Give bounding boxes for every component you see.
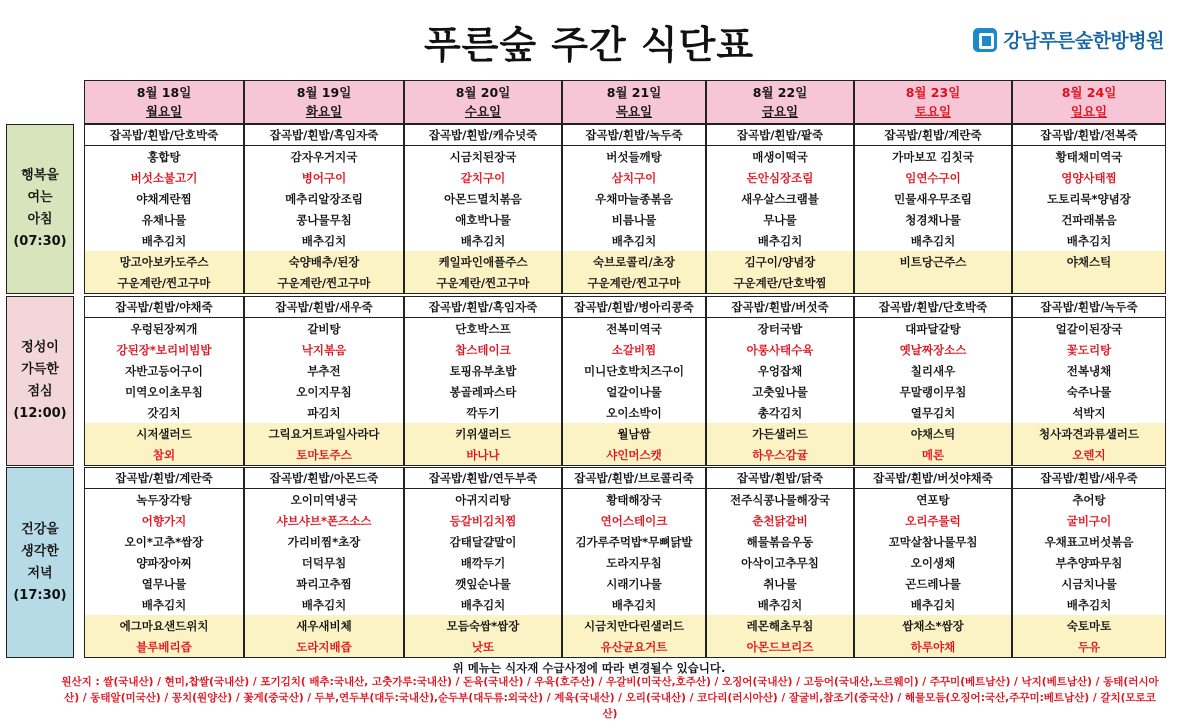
menu-item: 도토리묵*양념장: [1047, 191, 1131, 206]
snack-item: 쌈채소*쌈장: [855, 615, 1011, 636]
day-of-week: 일요일: [1070, 104, 1108, 119]
snack-item: 청사과견과류샐러드: [1013, 423, 1165, 444]
menu-item: 버섯들깨탕: [606, 149, 662, 164]
menu-item: 파김치: [307, 405, 341, 420]
meal-label-lunch: [6, 296, 74, 466]
day-header: [1012, 80, 1166, 124]
rice-porridge: 잡곡밥/흰밥/버섯죽: [707, 297, 853, 318]
snack-item: 도라지배즙: [245, 636, 403, 657]
menu-item: 더덕무침: [301, 555, 347, 570]
rice-porridge: 잡곡밥/흰밥/야채죽: [85, 297, 243, 318]
menu-item: 찹스테이크: [455, 342, 511, 357]
menu-item: 돈안심장조림: [746, 170, 814, 185]
snack-item: 가든샐러드: [707, 423, 853, 444]
day-date: 8월 21일: [606, 85, 662, 100]
rice-porridge: 잡곡밥/흰밥/병아리콩죽: [563, 297, 705, 318]
menu-item: 갓김치: [147, 405, 181, 420]
menu-item: 배추김치: [611, 233, 657, 248]
menu-item: 야채계란찜: [136, 191, 192, 206]
menu-item: 고춧잎나물: [752, 384, 808, 399]
menu-item: 대파달갈탕: [905, 321, 961, 336]
rice-porridge: 잡곡밥/흰밥/캐슈넛죽: [405, 125, 561, 146]
menu-item: 새우살스크램블: [741, 191, 819, 206]
menu-item: 깍두기: [466, 405, 500, 420]
meal-label-line: 가득한: [21, 362, 59, 377]
menu-item: 배추김치: [460, 597, 506, 612]
menu-item: 녹두장각탕: [136, 492, 192, 507]
meal-label-line: 생각한: [21, 543, 59, 559]
menu-item: 석박지: [1072, 405, 1106, 420]
day-date: 8월 23일: [905, 85, 961, 100]
day-of-week: 목요일: [615, 104, 653, 119]
snack-item: 하우스감귤: [707, 444, 853, 465]
menu-item: 꽈리고추찜: [296, 576, 352, 591]
snack-item: [855, 272, 1011, 293]
menu-item: 봉골레파스타: [449, 384, 517, 399]
menu-item: 시금치된장국: [449, 149, 517, 164]
snack-item: 구운계란/단호박찜: [707, 272, 853, 293]
menu-item: 배추김치: [141, 597, 187, 612]
menu-item: 가마보꼬 김칫국: [892, 149, 974, 164]
rice-porridge: 잡곡밥/흰밥/녹두죽: [1013, 297, 1165, 318]
menu-item: 양파장아찌: [136, 555, 192, 570]
menu-item: 아롱사태수육: [746, 342, 814, 357]
day-date: 8월 18일: [136, 85, 192, 100]
snack-item: 구운계란/찐고구마: [85, 272, 243, 293]
day-header: [562, 80, 706, 124]
day-header: [404, 80, 562, 124]
meal-label-line: (12:00): [13, 406, 67, 421]
meal-label-dinner: [6, 467, 74, 658]
snack-item: 숙양배추/된장: [245, 251, 403, 272]
snack-item: 구운계란/찐고구마: [245, 272, 403, 293]
menu-item: 꼬막살참나물무침: [888, 534, 978, 549]
snack-item: 구운계란/찐고구마: [563, 272, 705, 293]
menu-item: 배깍두기: [460, 555, 506, 570]
menu-item: 장터국밥: [757, 321, 803, 336]
menu-item: 무말랭이무침: [899, 384, 967, 399]
menu-item: 오이미역냉국: [290, 492, 358, 507]
menu-item: 숙주나물: [1066, 384, 1112, 399]
menu-item: 황태해장국: [606, 492, 662, 507]
snack-item: 야채스틱: [1013, 251, 1165, 272]
menu-item: 굴비구이: [1066, 513, 1112, 528]
menu-item: 오이생채: [910, 555, 956, 570]
menu-item: 감태달걀말이: [449, 534, 517, 549]
menu-item: 가리비찜*초장: [287, 534, 361, 549]
rice-porridge: 잡곡밥/흰밥/새우죽: [245, 297, 403, 318]
menu-item: 삼치구이: [611, 170, 657, 185]
snack-item: [1013, 272, 1165, 293]
menu-item: 춘천닭갈비: [752, 513, 808, 528]
menu-item: 깻잎순나물: [455, 576, 511, 591]
rice-porridge: 잡곡밥/흰밥/흑임자죽: [245, 125, 403, 146]
menu-item: 곤드레나물: [905, 576, 961, 591]
snack-item: 시금치만다린샐러드: [563, 615, 705, 636]
menu-item: 부추양파무침: [1055, 555, 1123, 570]
menu-item: 아삭이고추무침: [741, 555, 819, 570]
meal-label-line: (07:30): [13, 234, 67, 249]
menu-item: 우채마늘종볶음: [595, 191, 673, 206]
menu-item: 황태채미역국: [1055, 149, 1123, 164]
menu-item: 강된장*보리비빔밥: [116, 342, 212, 357]
menu-item: 전주식콩나물해장국: [730, 492, 830, 507]
menu-item: 임연수구이: [905, 170, 961, 185]
rice-porridge: 잡곡밥/흰밥/계란죽: [85, 468, 243, 489]
menu-item: 연포탕: [916, 492, 950, 507]
snack-item: 모듬숙쌈*쌈장: [405, 615, 561, 636]
rice-porridge: 잡곡밥/흰밥/닭죽: [707, 468, 853, 489]
menu-item: 홍합탕: [147, 149, 181, 164]
menu-item: 배추김치: [1066, 597, 1112, 612]
menu-item: 콩나물무침: [296, 212, 352, 227]
meal-label-line: 건강을: [21, 521, 59, 537]
day-of-week: 토요일: [914, 104, 952, 119]
day-date: 8월 19일: [296, 85, 352, 100]
snack-item: 숙브로콜리/초장: [563, 251, 705, 272]
menu-item: 열무나물: [141, 576, 187, 591]
menu-item: 오리주물럭: [905, 513, 961, 528]
menu-item: 낙지볶음: [301, 342, 347, 357]
menu-item: 감자우거지국: [290, 149, 358, 164]
menu-item: 추어탕: [1072, 492, 1106, 507]
menu-item: 배추김치: [757, 597, 803, 612]
snack-item: 월남쌈: [563, 423, 705, 444]
day-of-week: 금요일: [761, 104, 799, 119]
rice-porridge: 잡곡밥/흰밥/연두부죽: [405, 468, 561, 489]
rice-porridge: 잡곡밥/흰밥/브로콜리죽: [563, 468, 705, 489]
menu-item: 자반고등어구이: [125, 363, 203, 378]
meal-label-line: 여는: [27, 190, 53, 205]
menu-item: 배추김치: [757, 233, 803, 248]
day-of-week: 수요일: [464, 104, 502, 119]
menu-item: 얼갈이된장국: [1055, 321, 1123, 336]
snack-item: 새우새비체: [245, 615, 403, 636]
menu-item: 배추김치: [910, 233, 956, 248]
menu-item: 등갈비김치찜: [449, 513, 517, 528]
meal-label-line: (17:30): [13, 587, 67, 603]
snack-item: 블루베리즙: [85, 636, 243, 657]
menu-item: 꽃도리탕: [1066, 342, 1112, 357]
menu-item: 버섯소불고기: [130, 170, 198, 185]
snack-item: 샤인머스캣: [563, 444, 705, 465]
snack-item: 구운계란/찐고구마: [405, 272, 561, 293]
page-title: 푸른숲 주간 식단표: [423, 23, 755, 67]
menu-item: 배추김치: [1066, 233, 1112, 248]
rice-porridge: 잡곡밥/흰밥/흑임자죽: [405, 297, 561, 318]
rice-porridge: 잡곡밥/흰밥/계란죽: [855, 125, 1011, 146]
snack-item: 야채스틱: [855, 423, 1011, 444]
menu-item: 아몬드멸치볶음: [444, 191, 522, 206]
menu-item: 무나물: [763, 212, 797, 227]
menu-item: 배추김치: [301, 597, 347, 612]
rice-porridge: 잡곡밥/흰밥/단호박죽: [855, 297, 1011, 318]
rice-porridge: 잡곡밥/흰밥/팥죽: [707, 125, 853, 146]
day-of-week: 화요일: [305, 104, 343, 119]
menu-item: 총각김치: [757, 405, 803, 420]
menu-item: 갈비탕: [307, 321, 341, 336]
menu-item: 전복미역국: [606, 321, 662, 336]
menu-item: 우렁된장찌개: [130, 321, 198, 336]
rice-porridge: 잡곡밥/흰밥/녹두죽: [563, 125, 705, 146]
day-of-week: 월요일: [145, 104, 183, 119]
menu-item: 단호박스프: [455, 321, 511, 336]
menu-item: 청경채나물: [905, 212, 961, 227]
snack-item: 하루야채: [855, 636, 1011, 657]
rice-porridge: 잡곡밥/흰밥/단호박죽: [85, 125, 243, 146]
menu-item: 토핑유부초밥: [449, 363, 517, 378]
menu-item: 오이소박이: [606, 405, 662, 420]
snack-item: 참외: [85, 444, 243, 465]
menu-item: 비름나물: [611, 212, 657, 227]
snack-item: 키위샐러드: [405, 423, 561, 444]
snack-item: 숙토마토: [1013, 615, 1165, 636]
menu-item: 해물볶음우동: [746, 534, 814, 549]
menu-item: 전복냉채: [1066, 363, 1112, 378]
menu-item: 배추김치: [611, 597, 657, 612]
snack-item: 비트당근주스: [855, 251, 1011, 272]
menu-item: 갈치구이: [460, 170, 506, 185]
menu-item: 미니단호박치즈구이: [584, 363, 684, 378]
menu-item: 미역오이초무침: [125, 384, 203, 399]
rice-porridge: 잡곡밥/흰밥/새우죽: [1013, 468, 1165, 489]
day-date: 8월 24일: [1061, 85, 1117, 100]
snack-item: 메론: [855, 444, 1011, 465]
snack-item: 바나나: [405, 444, 561, 465]
snack-item: 유산균요거트: [563, 636, 705, 657]
menu-item: 배추김치: [460, 233, 506, 248]
meal-label-breakfast: [6, 124, 74, 294]
snack-item: 토마토주스: [245, 444, 403, 465]
meal-label-line: 행복을: [21, 168, 59, 183]
menu-item: 배추김치: [141, 233, 187, 248]
snack-item: 레몬해초무침: [707, 615, 853, 636]
menu-item: 아귀지리탕: [455, 492, 511, 507]
menu-item: 유채나물: [141, 212, 187, 227]
menu-item: 샤브샤브*폰즈소스: [276, 513, 372, 528]
hospital-name: 강남푸른숲한방병원: [1003, 30, 1164, 52]
change-notice: 위 메뉴는 식자재 수급사정에 따라 변경될수 있습니다.: [452, 661, 726, 675]
menu-item: 우채표고버섯볶음: [1044, 534, 1134, 549]
hospital-logo-icon: [973, 28, 997, 52]
snack-item: 그릭요거트과일사라다: [245, 423, 403, 444]
meal-label-line: 저녁: [27, 565, 53, 581]
menu-item: 소갈비찜: [611, 342, 657, 357]
page-header: [0, 0, 1178, 80]
menu-item: 병어구이: [301, 170, 347, 185]
hospital-logo: [973, 26, 1164, 53]
day-date: 8월 22일: [752, 85, 808, 100]
menu-item: 열무김치: [910, 405, 956, 420]
menu-item: 오이*고추*쌈장: [124, 534, 204, 549]
menu-item: 배추김치: [301, 233, 347, 248]
snack-item: 오렌지: [1013, 444, 1165, 465]
snack-item: 망고아보카도주스: [85, 251, 243, 272]
rice-porridge: 잡곡밥/흰밥/아몬드죽: [245, 468, 403, 489]
menu-item: 시금치나물: [1061, 576, 1117, 591]
snack-item: 에그마요샌드위치: [85, 615, 243, 636]
day-header: [706, 80, 854, 124]
meal-label-line: 점심: [27, 384, 53, 399]
meal-label-line: 정성이: [21, 340, 59, 355]
menu-item: 우엉잡채: [757, 363, 803, 378]
menu-item: 김가루주먹밥*무뼈닭발: [575, 534, 693, 549]
day-header: [244, 80, 404, 124]
menu-item: 애호박나물: [455, 212, 511, 227]
rice-porridge: 잡곡밥/흰밥/전복죽: [1013, 125, 1165, 146]
menu-item: 칠리새우: [910, 363, 956, 378]
menu-item: 부추전: [307, 363, 341, 378]
menu-item: 영양사태찜: [1061, 170, 1117, 185]
rice-porridge: 잡곡밥/흰밥/버섯야채죽: [855, 468, 1011, 489]
menu-item: 연어스테이크: [600, 513, 668, 528]
menu-item: 오이지무침: [296, 384, 352, 399]
day-header: [854, 80, 1012, 124]
snack-item: 케일파인애플주스: [405, 251, 561, 272]
snack-item: 낫또: [405, 636, 561, 657]
snack-item: 시저샐러드: [85, 423, 243, 444]
menu-item: 얼갈이나물: [606, 384, 662, 399]
menu-item: 메추리알장조림: [285, 191, 363, 206]
menu-item: 건파래볶음: [1061, 212, 1117, 227]
snack-item: 아몬드브리즈: [707, 636, 853, 657]
menu-item: 시래기나물: [606, 576, 662, 591]
snack-item: 두유: [1013, 636, 1165, 657]
menu-item: 민물새우무조림: [894, 191, 972, 206]
menu-item: 도라지무침: [606, 555, 662, 570]
menu-item: 어향가지: [141, 513, 187, 528]
day-date: 8월 20일: [455, 85, 511, 100]
menu-item: 배추김치: [910, 597, 956, 612]
day-header: [84, 80, 244, 124]
meal-label-line: 아침: [27, 212, 53, 227]
origin-info: 원산지 : 쌀(국내산) / 현미,찹쌀(국내산) / 포기김치( 배추:국내산, 고춧가루:국내산) / 돈육(국내산) / 우육(호주산) / 우갈비(미국산,호주산) / 오징어(국내산) / 고등어(국내산,노르웨이) / 주꾸미(베트남산) / 낙지(베트남산) / 동태(러시아산) / 동태알(미국산) / 꽁치(원양산) / 꽃게(중국산) / 두부,연두부(대두:국내산),순두부(대두류:외국산) / 계육(국내산) / 오리(국내산) / 코다리(러시아산) / 잘굴비,참조기(중국산) / 해물모듬(오징어:국산,주꾸미:베트남산) / 갈치(모로코산): [61, 676, 1159, 720]
menu-item: 옛날짜장소스: [899, 342, 967, 357]
menu-item: 매생이떡국: [752, 149, 808, 164]
menu-item: 취나물: [763, 576, 797, 591]
snack-item: 김구이/양념장: [707, 251, 853, 272]
